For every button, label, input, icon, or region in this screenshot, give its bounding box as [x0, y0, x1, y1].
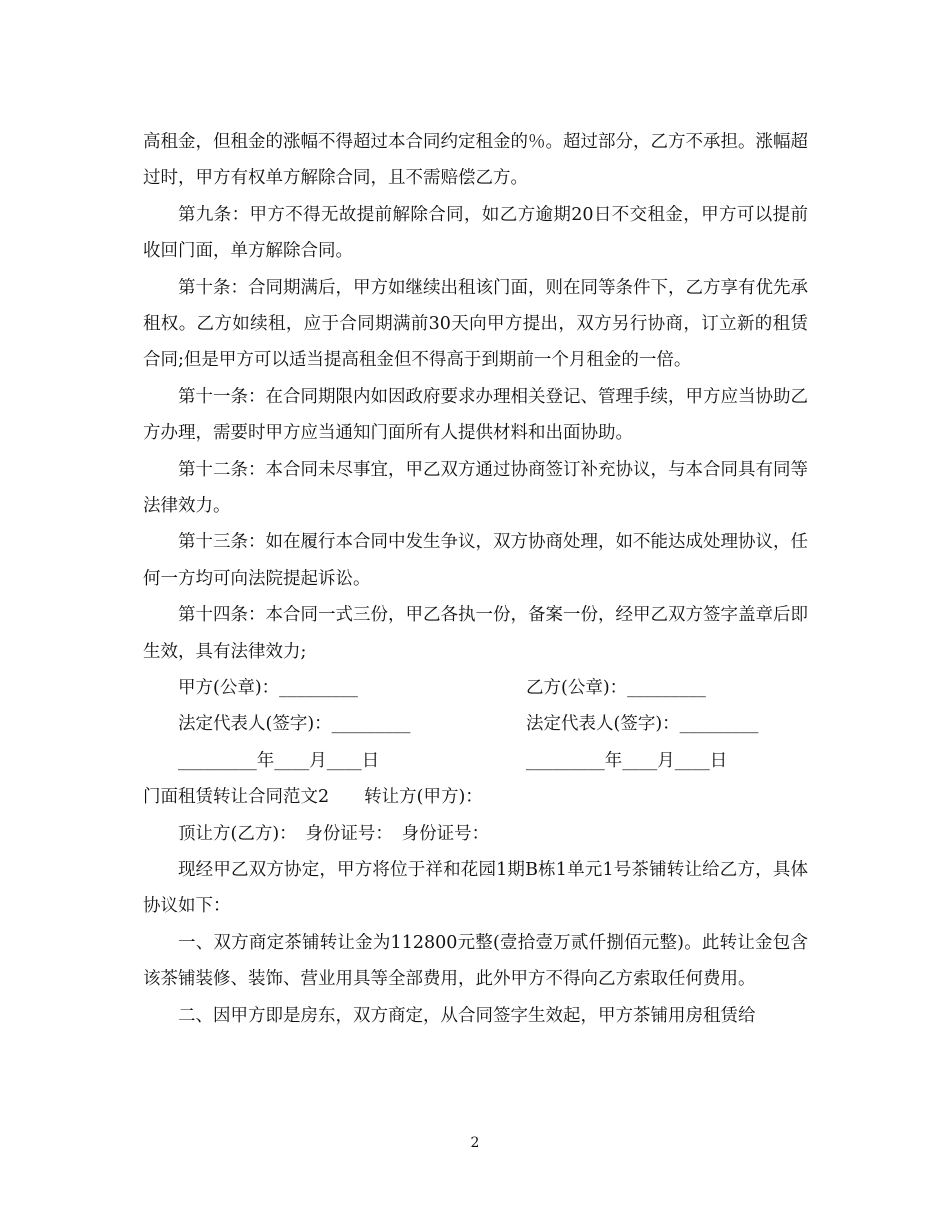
paragraph-article-11: 第十一条：在合同期限内如因政府要求办理相关登记、管理手续，甲方应当协助乙方办理，需要时甲方应当通知门面所有人提供材料和出面协助。 — [143, 386, 808, 444]
paragraph-article-14: 第十四条：本合同一式三份，甲乙各执一份，备案一份，经甲乙双方签字盖章后即生效，具有法律效力; — [143, 605, 808, 662]
document-body — [143, 124, 808, 1034]
paragraph-article-13: 第十三条：如在履行本合同中发生争议，双方协商处理，如不能达成处理协议，任何一方均可向法院提起诉讼。 — [143, 532, 808, 589]
signature-row-seal — [143, 670, 808, 706]
paragraph-rent-increase: 高租金，但租金的涨幅不得超过本合同约定租金的％。超过部分，乙方不承担。涨幅超过时，甲方有权单方解除合同，且不需赔偿乙方。 — [143, 132, 808, 189]
party-b-representative-field: 法定代表人(签字)：_________ — [526, 714, 759, 735]
party-a-date-field: _________年____月____日 — [178, 750, 380, 771]
paragraph-article-9: 第九条：甲方不得无故提前解除合同，如乙方逾期20日不交租金，甲方可以提前收回门面，单方解除合同。 — [143, 204, 808, 262]
paragraph-clause-2: 二、因甲方即是房东，双方商定，从合同签字生效起，甲方茶铺用房租赁给 — [178, 1005, 756, 1026]
paragraph-agreement-intro: 现经甲乙双方协定，甲方将位于祥和花园1期B栋1单元1号茶铺转让给乙方，具体协议如下： — [143, 860, 808, 917]
paragraph-clause-1: 一、双方商定茶铺转让金为112800元整(壹拾壹万贰仟捌佰元整)。此转让金包含该茶铺装修、装饰、营业用具等全部费用，此外甲方不得向乙方索取任何费用。 — [143, 932, 808, 990]
party-a-representative-field: 法定代表人(签字)：_________ — [178, 714, 411, 735]
paragraph-transferee: 顶让方(乙方)： 身份证号： 身份证号： — [178, 823, 490, 844]
page-number: 2 — [470, 1135, 480, 1151]
signature-row-representative — [143, 706, 808, 742]
party-a-seal-field: 甲方(公章)：_________ — [178, 678, 358, 699]
paragraph-article-12: 第十二条：本合同未尽事宜，甲乙双方通过协商签订补充协议，与本合同具有同等法律效力。 — [143, 459, 808, 517]
signature-row-date — [143, 743, 808, 779]
party-b-date-field: _________年____月____日 — [526, 750, 728, 771]
paragraph-article-10: 第十条：合同期满后，甲方如继续出租该门面，则在同等条件下，乙方享有优先承租权。乙方如续租，应于合同期满前30天向甲方提出，双方另行协商，订立新的租赁合同;但是甲方可以适当提高租金但不得高于到期前一个月租金的一倍。 — [143, 277, 808, 371]
section-title-template-2: 门面租赁转让合同范文2 转让方(甲方)： — [143, 787, 483, 808]
party-b-seal-field: 乙方(公章)：_________ — [526, 678, 706, 699]
